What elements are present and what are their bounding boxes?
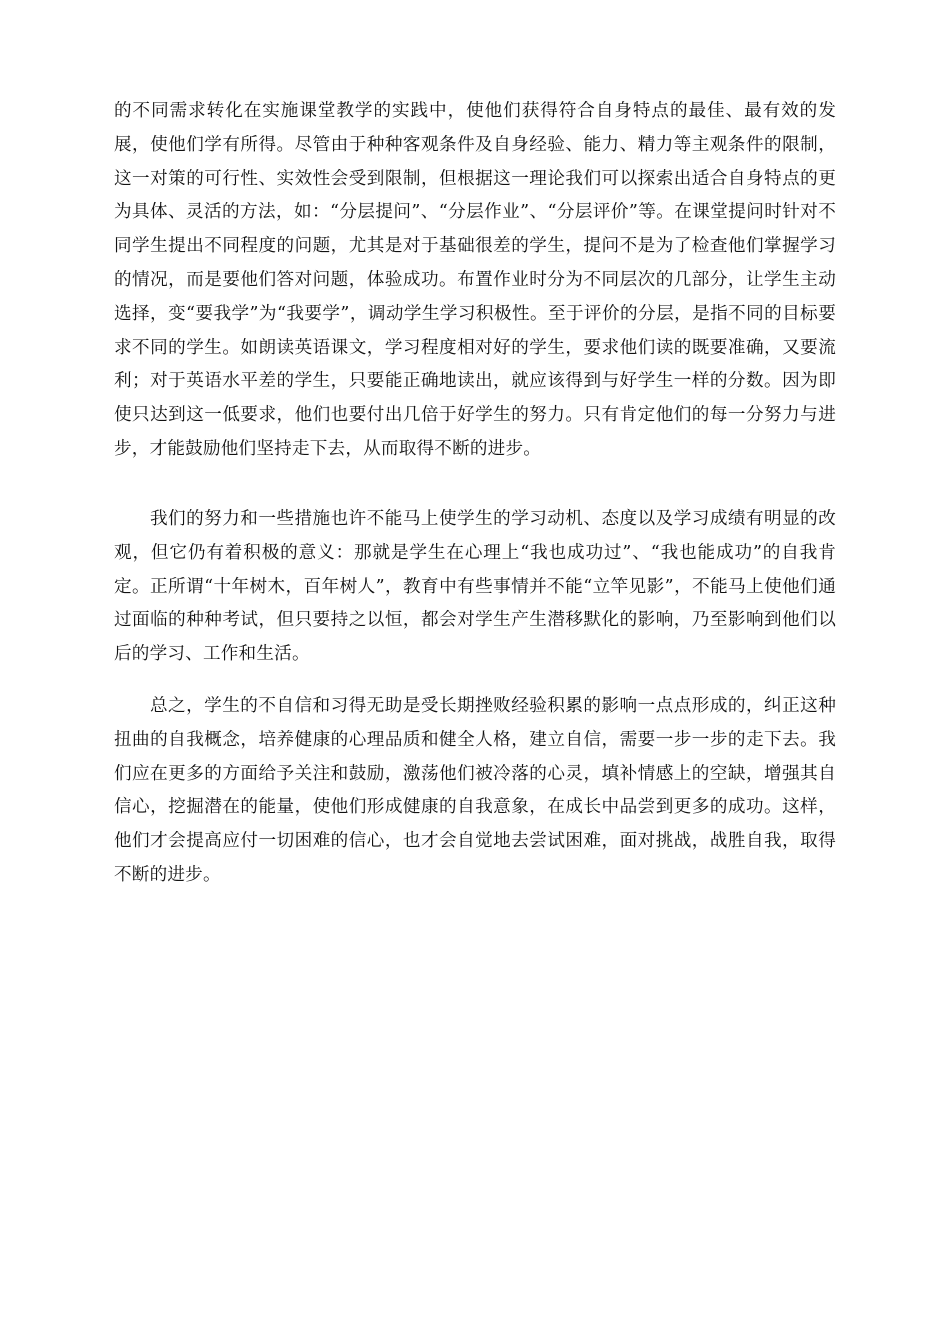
body-paragraph-1: 的不同需求转化在实施课堂教学的实践中，使他们获得符合自身特点的最佳、最有效的发展，使他们学有所得。尽管由于种种客观条件及自身经验、能力、精力等主观条件的限制，这一对策的可行性、实效性会受到限制，但根据这一理论我们可以探索出适合自身特点的更为具体、灵活的方法，如：“分层提问”、“分层作业”、“分层评价”等。在课堂提问时针对不同学生提出不同程度的问题，尤其是对于基础很差的学生，提问不是为了检查他们掌握学习的情况，而是要他们答对问题，体验成功。布置作业时分为不同层次的几部分，让学生主动选择，变“要我学”为“我要学”，调动学生学习积极性。至于评价的分层，是指不同的目标要求不同的学生。如朗读英语课文，学习程度相对好的学生，要求他们读的既要准确，又要流利；对于英语水平差的学生，只要能正确地读出，就应该得到与好学生一样的分数。因为即使只达到这一低要求，他们也要付出几倍于好学生的努力。只有肯定他们的每一分努力与进步，才能鼓励他们坚持走下去，从而取得不断的进步。: [114, 101, 836, 459]
body-paragraph-2: 我们的努力和一些措施也许不能马上使学生的学习动机、态度以及学习成绩有明显的改观，但它仍有着积极的意义：那就是学生在心理上“我也成功过”、“我也能成功”的自我肯定。正所谓“十年树木，百年树人”，教育中有些事情并不能“立竿见影”，不能马上使他们通过面临的种种考试，但只要持之以恒，都会对学生产生潜移默化的影响，乃至影响到他们以后的学习、工作和生活。: [114, 509, 836, 665]
body-paragraph-3: 总之，学生的不自信和习得无助是受长期挫败经验积累的影响一点点形成的，纠正这种扭曲的自我概念，培养健康的心理品质和健全人格，建立自信，需要一步一步的走下去。我们应在更多的方面给予关注和鼓励，激荡他们被冷落的心灵，填补情感上的空缺，增强其自信心，挖掘潜在的能量，使他们形成健康的自我意象，在成长中品尝到更多的成功。这样，他们才会提高应付一切困难的信心，也才会自觉地去尝试困难，面对挑战，战胜自我，取得不断的进步。: [114, 696, 836, 885]
